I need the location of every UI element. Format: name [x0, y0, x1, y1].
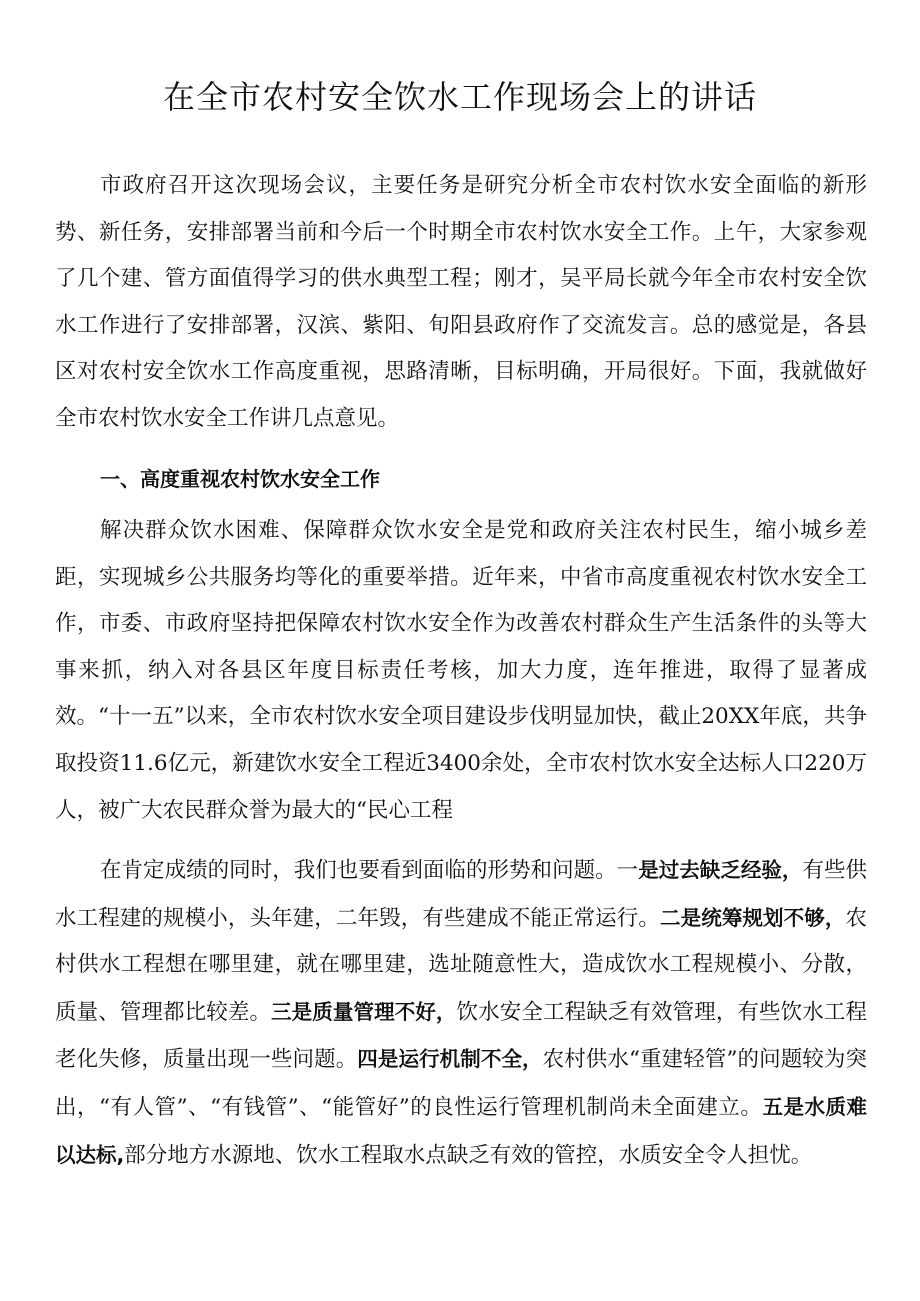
problem-2-bold: 二是统筹规划不够，: [660, 905, 846, 930]
problem-1-text: 有些供水工程建的规模小，头年建，二年毁，有些建成不能正常运行。: [55, 858, 867, 931]
problem-1-bold: 是过去缺乏经验，: [638, 858, 803, 882]
paragraph-achievements: 解决群众饮水困难、保障群众饮水安全是党和政府关注农村民生，缩小城乡差距，实现城乡公共服务均等化的重要举措。近年来，中省市高度重视农村饮水安全工作，市委、市政府坚持把保障农村饮水安全作为改善农村群众生产生活条件的头等大事来抓，纳入对各县区年度目标责任考核，加大力度，连年推进，取得了显著成效。“十一五”以来，全市农村饮水安全项目建设步伐明显加快，截止20XX年底，共争取投资11.6亿元，新建饮水安全工程近3400余处，全市农村饮水安全达标人口220万人，被广大农民群众誉为最大的“民心工程: [55, 518, 867, 823]
document-title: 在全市农村安全饮水工作现场会上的讲话: [162, 78, 757, 116]
problems-intro-text: 在肯定成绩的同时，我们也要看到面临的形势和问题。一: [100, 858, 639, 883]
problem-3-bold: 三是质量管理不好，: [271, 999, 457, 1024]
problem-5-text: 部分地方水源地、饮水工程取水点缺乏有效的管控，水质安全令人担忧。: [124, 1142, 813, 1168]
problem-4-bold: 四是运行机制不全，: [357, 1047, 543, 1072]
section-heading-1: 一、高度重视农村饮水安全工作: [100, 467, 380, 491]
problem-3-text: 饮水安全工程缺乏有效管理，有些饮水工程老化失修，质量出现一些问题。: [55, 999, 867, 1073]
problem-2-text: 农村供水工程想在哪里建，就在哪里建，选址随意性大，造成饮水工程规模小、分散，质量、管理都比较差。: [55, 905, 867, 1025]
problem-4-text: 农村供水“重建轻管”的问题较为突出，“有人管”、“有钱管”、“能管好”的良性运行管理机制尚未全面建立。: [55, 1047, 867, 1120]
problem-5-bold: 五是水质难以达标,: [55, 1094, 868, 1167]
paragraph-problems: [55, 847, 867, 1179]
paragraph-intro: 市政府召开这次现场会议，主要任务是研究分析全市农村饮水安全面临的新形势、新任务，安排部署当前和今后一个时期全市农村饮水安全工作。上午，大家参观了几个建、管方面值得学习的供水典型工程；刚才，吴平局长就今年全市农村安全饮水工作进行了安排部署，汉滨、紫阳、旬阳县政府作了交流发言。总的感觉是，各县区对农村安全饮水工作高度重视，思路清晰，目标明确，开局很好。下面，我就做好全市农村饮水安全工作讲几点意见。: [55, 173, 867, 431]
